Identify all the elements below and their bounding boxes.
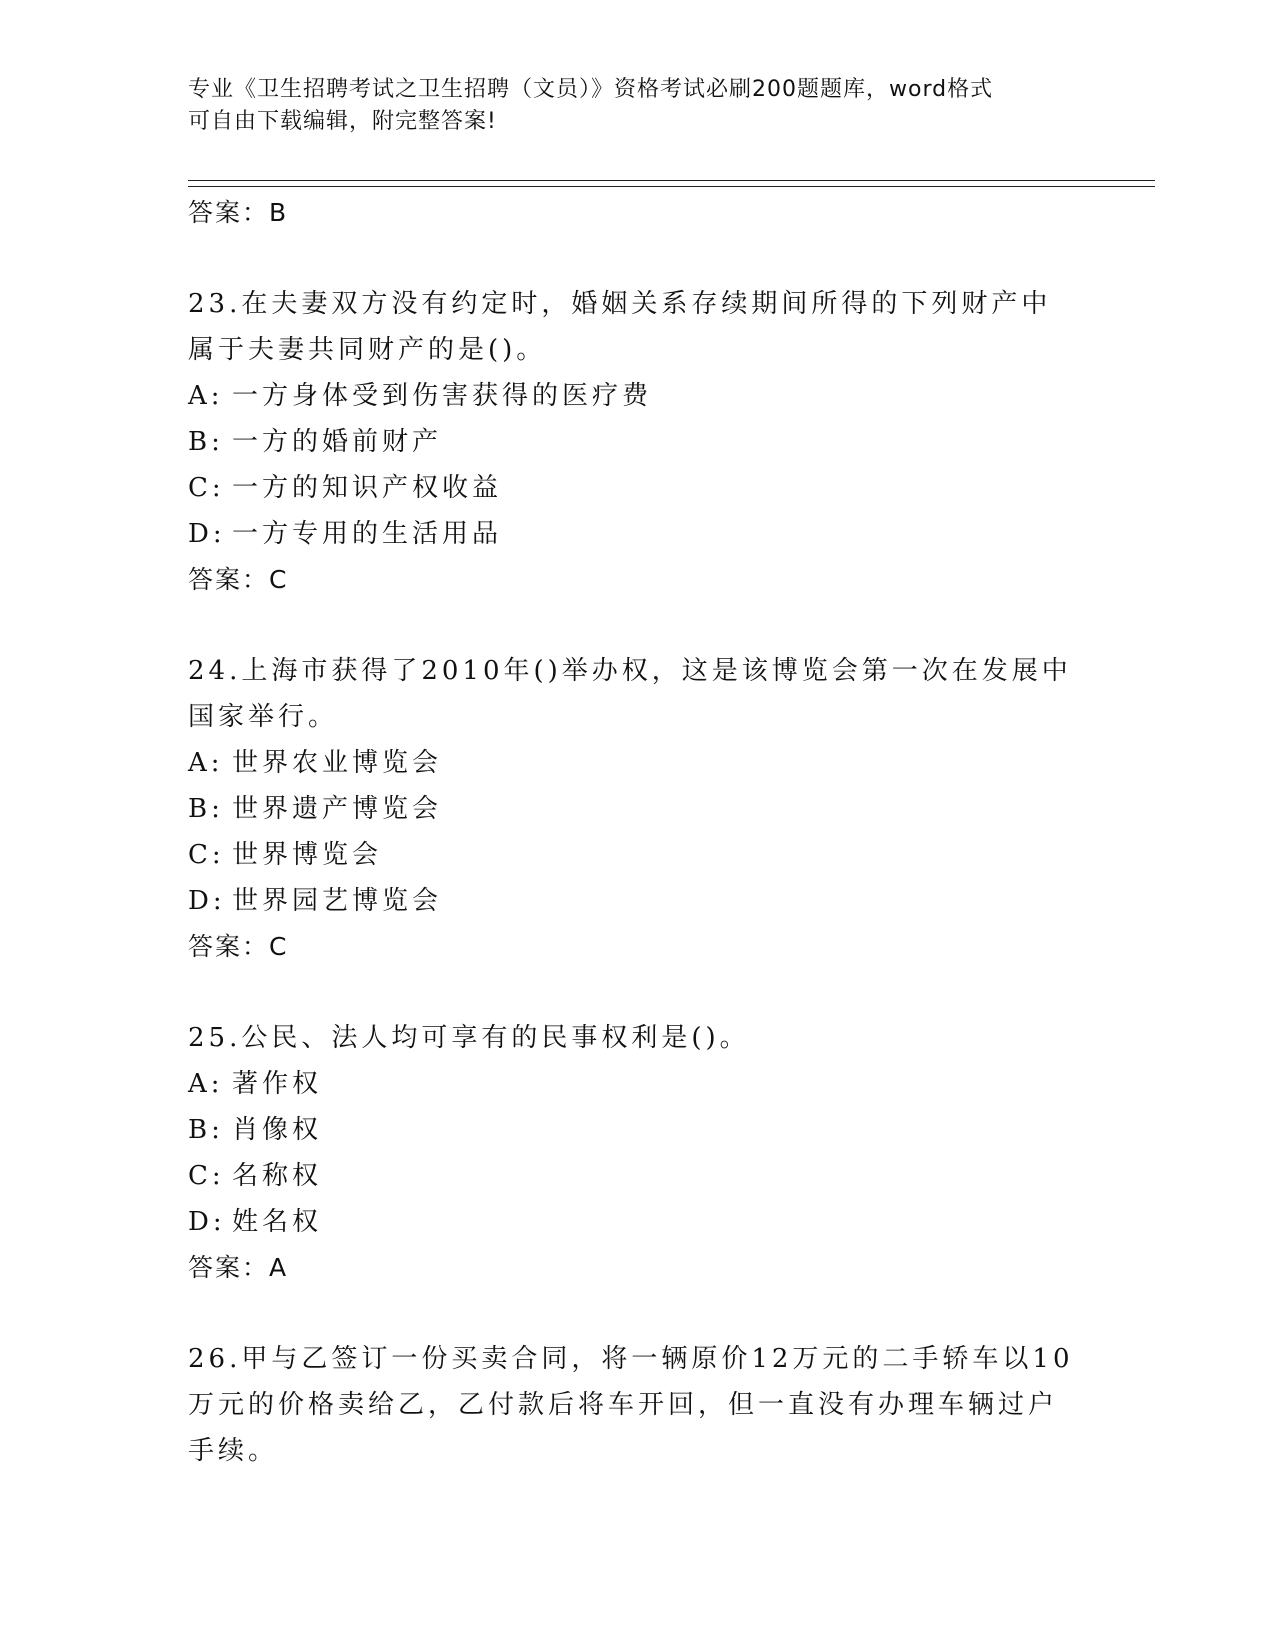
option-text: 世界博览会: [232, 840, 383, 870]
header-title-line-2: 可自由下载编辑，附完整答案!: [188, 109, 497, 134]
option-c: [188, 1153, 1078, 1199]
option-a: [188, 1061, 1078, 1107]
option-letter: C:: [188, 473, 225, 503]
question-block-24: [188, 648, 1078, 970]
option-b: [188, 419, 1078, 465]
option-b: [188, 786, 1078, 832]
option-text: 一方专用的生活用品: [232, 519, 503, 549]
option-d: [188, 878, 1078, 924]
option-text: 世界园艺博览会: [232, 886, 443, 916]
question-text-25: 25.公民、法人均可享有的民事权利是()。: [188, 1023, 750, 1053]
option-letter: D:: [188, 1207, 226, 1237]
option-text: 世界遗产博览会: [232, 794, 443, 824]
header-title-line-1: 专业《卫生招聘考试之卫生招聘（文员）》资格考试必刷200题题库，word格式: [188, 77, 994, 102]
option-d: [188, 1199, 1078, 1245]
option-letter: B:: [188, 427, 224, 457]
header-rule-bottom: [188, 186, 1155, 187]
option-c: [188, 832, 1078, 878]
option-text: 一方的婚前财产: [232, 427, 443, 457]
option-a: [188, 740, 1078, 786]
question-text-26: 26.甲与乙签订一份买卖合同，将一辆原价12万元的二手轿车以10万元的价格卖给乙，乙付款后将车开回，但一直没有办理车辆过户手续。: [188, 1344, 1074, 1466]
answer-25: 答案：A: [188, 1253, 289, 1282]
option-text: 一方的知识产权收益: [232, 473, 503, 503]
option-letter: B:: [188, 1115, 224, 1145]
document-body: [188, 190, 1078, 1474]
option-letter: D:: [188, 519, 226, 549]
header-rule-top: [188, 180, 1155, 181]
answer-24: 答案：C: [188, 932, 289, 961]
option-text: 名称权: [232, 1161, 323, 1191]
question-text-23: 23.在夫妻双方没有约定时，婚姻关系存续期间所得的下列财产中属于夫妻共同财产的是()。: [188, 289, 1052, 365]
question-block-26: [188, 1336, 1078, 1474]
option-letter: D:: [188, 886, 226, 916]
option-letter: C:: [188, 840, 225, 870]
question-text-24: 24.上海市获得了2010年()举办权，这是该博览会第一次在发展中国家举行。: [188, 656, 1072, 732]
option-letter: C:: [188, 1161, 225, 1191]
document-header: [188, 74, 1068, 138]
question-block-23: [188, 281, 1078, 603]
option-text: 肖像权: [232, 1115, 323, 1145]
option-letter: A:: [188, 381, 224, 411]
option-letter: A:: [188, 1069, 224, 1099]
option-text: 世界农业博览会: [232, 748, 443, 778]
option-text: 一方身体受到伤害获得的医疗费: [232, 381, 653, 411]
spacer: [188, 1291, 1078, 1336]
option-text: 著作权: [232, 1069, 323, 1099]
option-letter: B:: [188, 794, 224, 824]
option-a: [188, 373, 1078, 419]
answer-22: 答案：B: [188, 198, 289, 227]
question-block-25: [188, 1015, 1078, 1291]
spacer: [188, 236, 1078, 281]
option-letter: A:: [188, 748, 224, 778]
spacer: [188, 970, 1078, 1015]
option-d: [188, 511, 1078, 557]
option-c: [188, 465, 1078, 511]
option-b: [188, 1107, 1078, 1153]
spacer: [188, 603, 1078, 648]
answer-23: 答案：C: [188, 565, 289, 594]
option-text: 姓名权: [232, 1207, 323, 1237]
